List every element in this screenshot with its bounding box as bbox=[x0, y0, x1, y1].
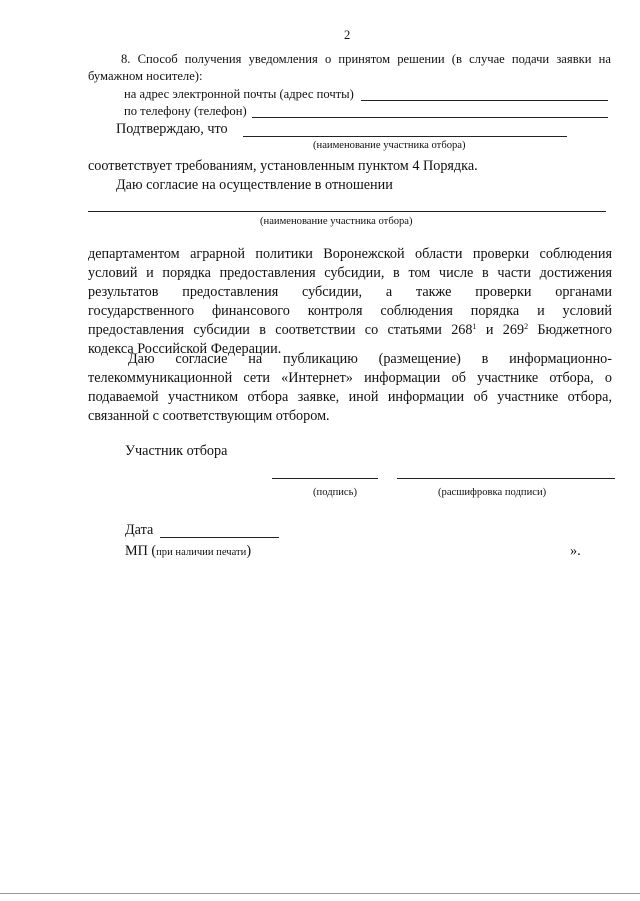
consent-check-line: условий и порядка предоставления субсидии, в том числе в части достижения bbox=[88, 265, 612, 281]
email-label: на адрес электронной почты (адрес почты) bbox=[124, 87, 354, 101]
consent-check-lead: Даю согласие на осуществление в отношении bbox=[116, 177, 393, 193]
decode-underline bbox=[397, 478, 615, 479]
consent-check-paragraph bbox=[88, 245, 612, 359]
consent-publish-paragraph bbox=[88, 350, 612, 426]
consent-check-underline bbox=[88, 211, 606, 212]
consent-publish-line: связанной с соответствующим отбором. bbox=[88, 408, 330, 424]
email-underline bbox=[361, 100, 608, 101]
participant-label: Участник отбора bbox=[125, 443, 228, 459]
sign-caption: (подпись) bbox=[313, 487, 357, 498]
consent-check-line: кодекса Российской Федерации. bbox=[88, 341, 282, 357]
item8-line1: 8. Способ получения уведомления о принятом решении (в случае подачи заявки на bbox=[121, 52, 611, 66]
phone-label: по телефону (телефон) bbox=[124, 104, 247, 118]
stamp-label: МП (при наличии печати) bbox=[125, 543, 252, 559]
consent-publish-line: Даю согласие на публикацию (размещение) в информационно- bbox=[128, 351, 612, 367]
sign-underline bbox=[272, 478, 378, 479]
closing-quote: ». bbox=[570, 543, 581, 559]
page-number: 2 bbox=[344, 28, 351, 42]
decode-caption: (расшифровка подписи) bbox=[438, 487, 547, 498]
consent-check-line-articles: предоставления субсидии в соответствии со статьями $268^1$ и $269^2$ Бюджетного bbox=[88, 322, 613, 338]
consent-check-line: результатов предоставления субсидии, а также проверки органами bbox=[88, 284, 612, 300]
phone-underline bbox=[252, 117, 608, 118]
confirm-caption: (наименование участника отбора) bbox=[313, 140, 466, 151]
item8-line2: бумажном носителе): bbox=[88, 69, 203, 83]
confirm-underline bbox=[243, 136, 567, 137]
consent-check-caption: (наименование участника отбора) bbox=[260, 216, 413, 227]
confirm-lead: Подтверждаю, что bbox=[116, 121, 228, 137]
consent-publish-line: подаваемой участником отбора заявке, иной информации об участнике отбора, bbox=[88, 389, 612, 405]
consent-check-line: государственного финансового контроля соблюдения порядка и условий bbox=[88, 303, 612, 319]
consent-publish-line: телекоммуникационной сети «Интернет» информации об участнике отбора, о bbox=[88, 370, 612, 386]
confirm-tail: соответствует требованиям, установленным пунктом 4 Порядка. bbox=[88, 158, 478, 174]
consent-check-line: департаментом аграрной политики Воронежской области проверки соблюдения bbox=[88, 246, 612, 262]
date-label: Дата bbox=[125, 522, 154, 538]
date-underline bbox=[160, 537, 279, 538]
page-bottom-edge bbox=[0, 893, 640, 894]
